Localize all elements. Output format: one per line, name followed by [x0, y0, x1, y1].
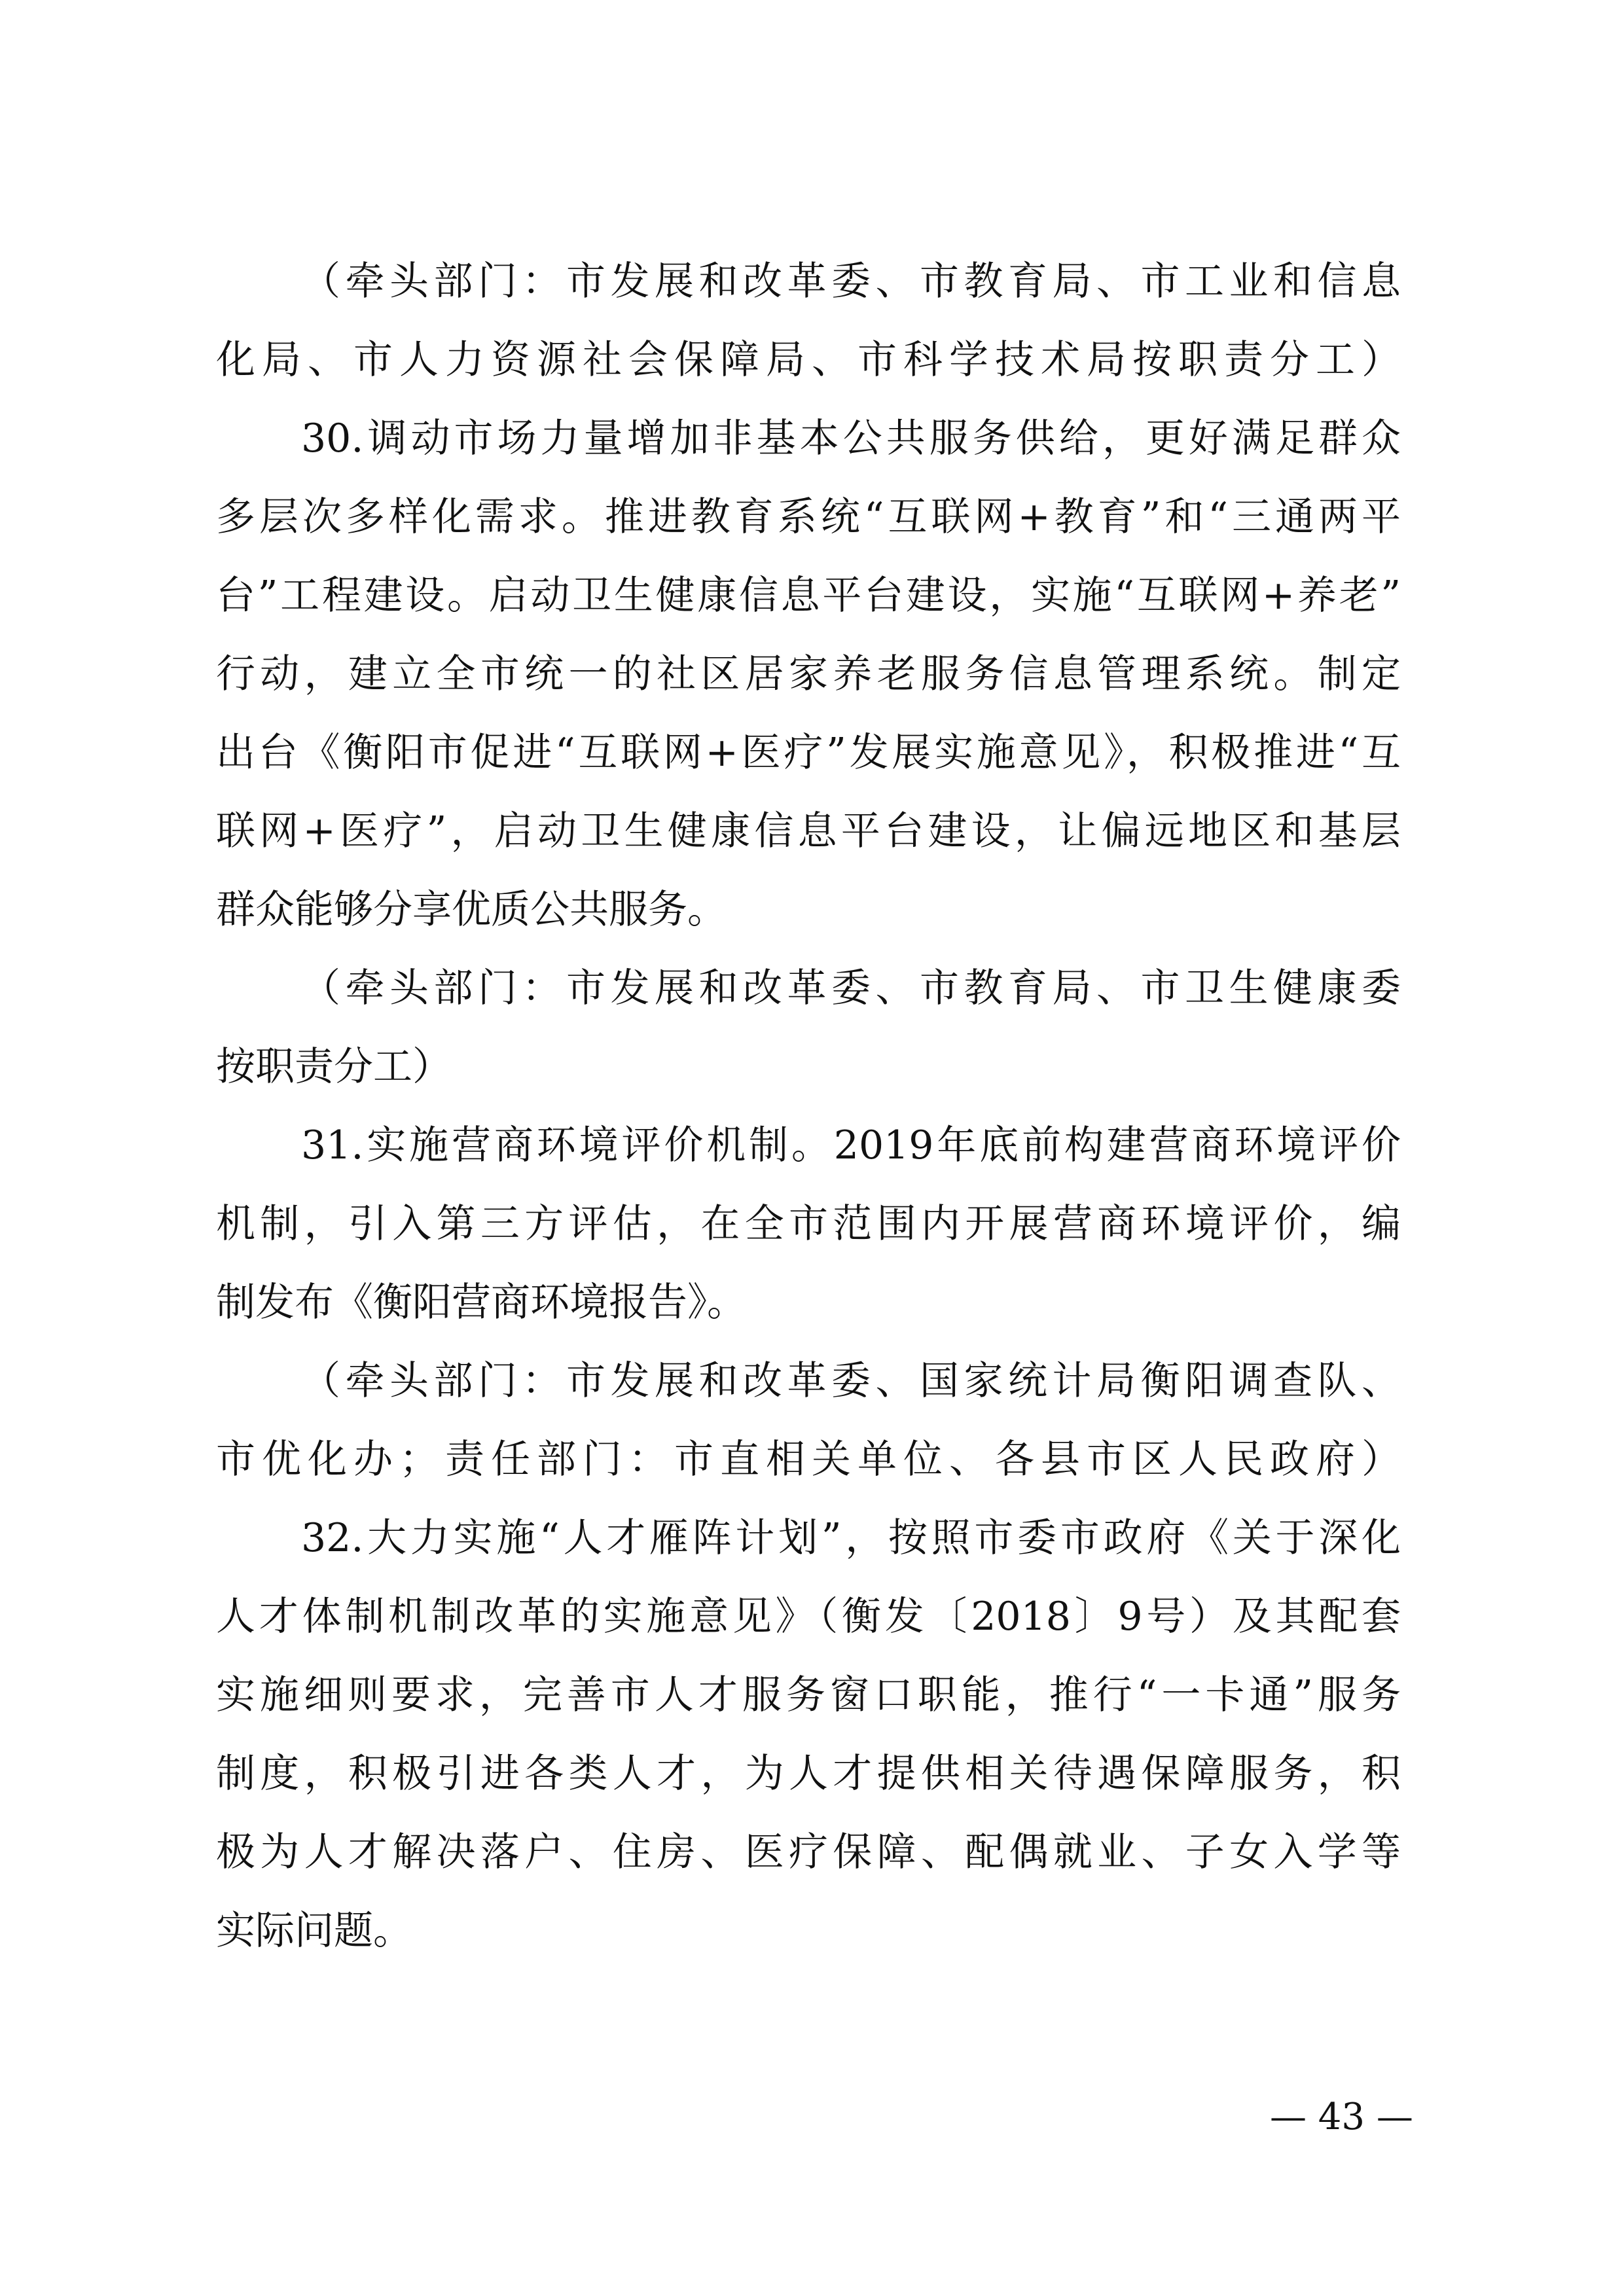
paragraph-line: 制发布《衡阳营商环境报告》。 [216, 1280, 746, 1325]
paragraph-line: 实施细则要求，完善市人才服务窗口职能，推行“一卡通”服务 [216, 1672, 1401, 1718]
paragraph-line: 32.大力实施“人才雁阵计划”，按照市委市政府《关于深化 [301, 1515, 1401, 1561]
page-number: — 43 — [1270, 2096, 1413, 2138]
paragraph-line: 多层次多样化需求。推进教育系统“互联网+教育”和“三通两平 [216, 494, 1401, 540]
paragraph-line: 人才体制机制改革的实施意见》（衡发〔2018〕9号）及其配套 [216, 1594, 1401, 1640]
paragraph-line: 30.调动市场力量增加非基本公共服务供给，更好满足群众 [301, 416, 1401, 461]
paragraph-line: 31.实施营商环境评价机制。2019年底前构建营商环境评价 [301, 1122, 1401, 1168]
paragraph-line: 化局、市人力资源社会保障局、市科学技术局按职责分工） [216, 337, 1401, 383]
paragraph-line: 群众能够分享优质公共服务。 [216, 887, 727, 933]
paragraph-line: 台”工程建设。启动卫生健康信息平台建设，实施“互联网+养老” [216, 573, 1401, 619]
paragraph-line: 实际问题。 [216, 1908, 412, 1954]
paragraph-line: （牵头部门：市发展和改革委、市教育局、市工业和信息 [301, 259, 1401, 304]
paragraph-line: 极为人才解决落户、住房、医疗保障、配偶就业、子女入学等 [216, 1829, 1401, 1875]
paragraph-line: 联网+医疗”，启动卫生健康信息平台建设，让偏远地区和基层 [216, 808, 1401, 854]
paragraph-line: 行动，建立全市统一的社区居家养老服务信息管理系统。制定 [216, 651, 1401, 697]
paragraph-line: （牵头部门：市发展和改革委、国家统计局衡阳调查队、 [301, 1358, 1401, 1404]
paragraph-line: （牵头部门：市发展和改革委、市教育局、市卫生健康委 [301, 965, 1401, 1011]
paragraph-line: 机制，引入第三方评估，在全市范围内开展营商环境评价，编 [216, 1201, 1401, 1247]
paragraph-line: 制度，积极引进各类人才，为人才提供相关待遇保障服务，积 [216, 1751, 1401, 1797]
paragraph-line: 按职责分工） [216, 1044, 452, 1090]
paragraph-line: 出台《衡阳市促进“互联网+医疗”发展实施意见》，积极推进“互 [216, 730, 1401, 776]
paragraph-line: 市优化办；责任部门：市直相关单位、各县市区人民政府） [216, 1437, 1401, 1482]
